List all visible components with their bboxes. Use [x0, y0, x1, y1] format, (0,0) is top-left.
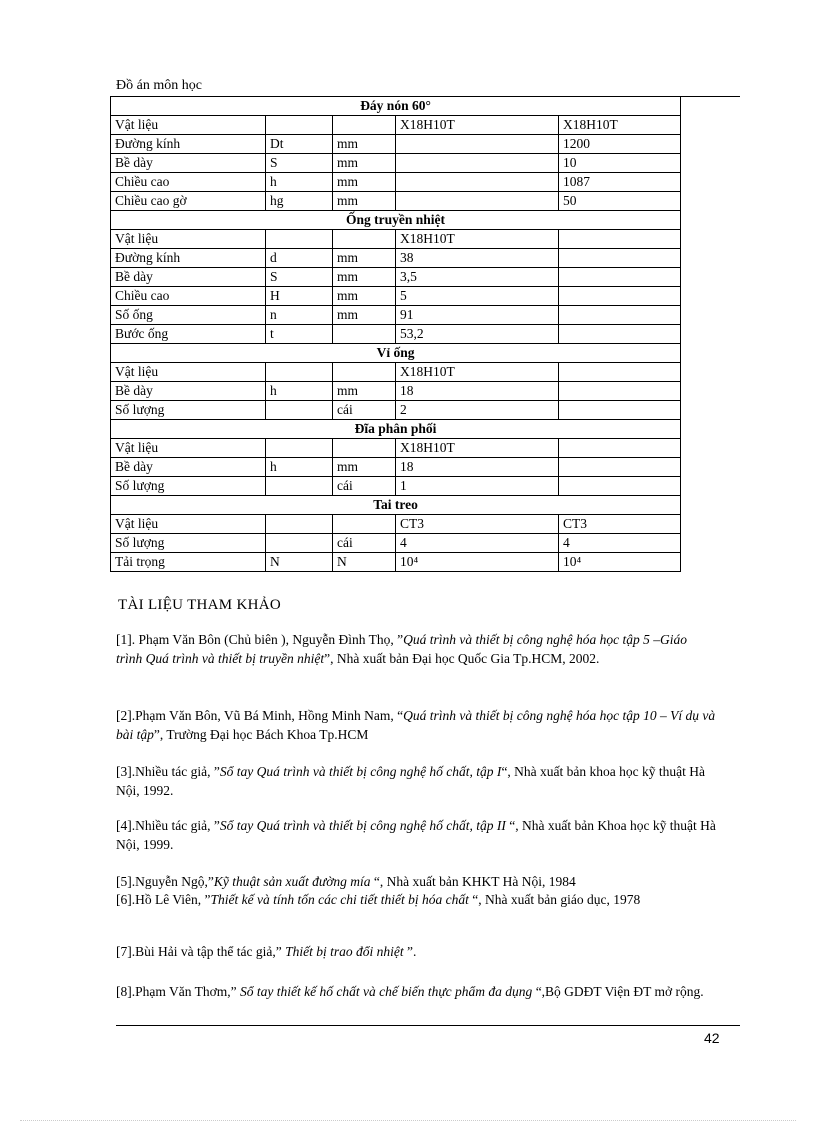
table-row — [111, 249, 681, 268]
table-cell — [559, 401, 681, 420]
table-cell: Chiều cao gờ — [111, 192, 266, 211]
section-header-row — [111, 344, 681, 363]
table-row — [111, 154, 681, 173]
table-cell: h — [266, 382, 333, 401]
table-cell: h — [266, 458, 333, 477]
table-cell — [333, 515, 396, 534]
reference-number: [3] — [116, 764, 132, 779]
table-cell: 4 — [559, 534, 681, 553]
table-cell: 38 — [396, 249, 559, 268]
table-cell: S — [266, 154, 333, 173]
table-cell: 5 — [396, 287, 559, 306]
reference-item: [8].Phạm Văn Thơm,” Sổ tay thiết kế hố chất và chế biến thực phẩm đa dụng “,Bộ GDĐT Viện ĐT mở rộng. — [116, 984, 704, 999]
table-cell — [396, 135, 559, 154]
table-cell: X18H10T — [396, 116, 559, 135]
table-cell — [266, 477, 333, 496]
table-cell: 91 — [396, 306, 559, 325]
table-cell: mm — [333, 268, 396, 287]
table-cell: Bề dày — [111, 382, 266, 401]
table-cell: mm — [333, 192, 396, 211]
table-cell: X18H10T — [396, 439, 559, 458]
reference-number: [1] — [116, 632, 132, 647]
table-row — [111, 306, 681, 325]
table-row — [111, 363, 681, 382]
table-row — [111, 287, 681, 306]
table-cell: Vật liệu — [111, 116, 266, 135]
table-cell — [396, 173, 559, 192]
table-row — [111, 268, 681, 287]
table-cell: mm — [333, 458, 396, 477]
specification-table — [110, 96, 681, 572]
references-title: TÀI LIỆU THAM KHẢO — [118, 597, 282, 613]
table-cell: Vật liệu — [111, 363, 266, 382]
document-header: Đồ án môn học — [116, 78, 202, 93]
table-cell: 10⁴ — [396, 553, 559, 572]
table-cell — [396, 154, 559, 173]
reference-item: [5].Nguyễn Ngộ,”Kỹ thuật sản xuất đường mía “, Nhà xuất bản KHKT Hà Nội, 1984 — [116, 874, 576, 889]
table-cell: Bề dày — [111, 154, 266, 173]
section-title: Đĩa phân phối — [111, 420, 681, 439]
table-cell: mm — [333, 154, 396, 173]
table-cell: X18H10T — [396, 363, 559, 382]
reference-number: [4] — [116, 818, 132, 833]
table-cell — [559, 477, 681, 496]
footer-divider — [116, 1025, 740, 1026]
section-header-row — [111, 97, 681, 116]
table-cell: Vật liệu — [111, 515, 266, 534]
reference-title: Sổ tay Quá trình và thiết bị công nghệ hố chất, tập II — [219, 818, 506, 833]
table-cell: mm — [333, 306, 396, 325]
table-cell: X18H10T — [559, 116, 681, 135]
table-cell: CT3 — [396, 515, 559, 534]
table-cell — [559, 230, 681, 249]
table-cell — [266, 116, 333, 135]
table-cell: 2 — [396, 401, 559, 420]
table-cell: 53,2 — [396, 325, 559, 344]
table-cell — [333, 325, 396, 344]
table-cell: 18 — [396, 458, 559, 477]
section-title: Vỉ ống — [111, 344, 681, 363]
reference-item: [7].Bùi Hải và tập thể tác giả,” Thiết bị trao đổi nhiệt ”. — [116, 944, 417, 959]
table-row — [111, 173, 681, 192]
reference-item: [4].Nhiều tác giả, ”Sổ tay Quá trình và thiết bị công nghệ hố chất, tập II “, Nhà xuất bản Khoa học kỹ thuật Hà Nội, 1999. — [116, 818, 716, 852]
section-header-row — [111, 420, 681, 439]
table-cell: 10⁴ — [559, 553, 681, 572]
table-row — [111, 477, 681, 496]
table-cell — [559, 458, 681, 477]
table-cell: N — [333, 553, 396, 572]
table-cell: Chiều cao — [111, 287, 266, 306]
table-cell — [559, 363, 681, 382]
reference-title: Thiết kế và tính tốn các chi tiết thiết bị hóa chất — [210, 892, 469, 907]
table-cell — [559, 249, 681, 268]
table-cell: 3,5 — [396, 268, 559, 287]
reference-number: [8] — [116, 984, 132, 999]
reference-title: Sổ tay thiết kế hố chất và chế biến thực phẩm đa dụng — [240, 984, 533, 999]
table-cell: Tải trọng — [111, 553, 266, 572]
table-cell: cái — [333, 534, 396, 553]
table-cell: d — [266, 249, 333, 268]
table-cell: Số lượng — [111, 477, 266, 496]
table-cell: Bề dày — [111, 268, 266, 287]
table-cell: mm — [333, 135, 396, 154]
table-cell: 18 — [396, 382, 559, 401]
table-row — [111, 553, 681, 572]
table-cell: N — [266, 553, 333, 572]
table-cell: Dt — [266, 135, 333, 154]
table-row — [111, 230, 681, 249]
table-row — [111, 135, 681, 154]
table-cell — [266, 439, 333, 458]
table-cell — [559, 287, 681, 306]
table-cell — [396, 192, 559, 211]
table-cell: 50 — [559, 192, 681, 211]
section-title: Tai treo — [111, 496, 681, 515]
section-title: Đáy nón 60° — [111, 97, 681, 116]
table-cell: Đường kính — [111, 249, 266, 268]
table-cell — [333, 439, 396, 458]
table-cell: n — [266, 306, 333, 325]
table-cell: 1200 — [559, 135, 681, 154]
table-cell: mm — [333, 382, 396, 401]
page-number: 42 — [704, 1030, 720, 1046]
table-row — [111, 382, 681, 401]
table-row — [111, 534, 681, 553]
reference-title: Quá trình và thiết bị công nghệ hóa học tập 10 – Ví dụ và bài tập — [116, 708, 716, 742]
reference-number: [7] — [116, 944, 132, 959]
table-cell — [266, 534, 333, 553]
table-cell: Vật liệu — [111, 230, 266, 249]
table-row — [111, 515, 681, 534]
section-title: Ống truyền nhiệt — [111, 211, 681, 230]
table-cell — [266, 515, 333, 534]
table-cell — [559, 382, 681, 401]
table-cell: Số lượng — [111, 534, 266, 553]
table-row — [111, 325, 681, 344]
table-cell: mm — [333, 249, 396, 268]
table-cell: Bước ống — [111, 325, 266, 344]
section-header-row — [111, 496, 681, 515]
table-cell: 4 — [396, 534, 559, 553]
table-cell: 10 — [559, 154, 681, 173]
reference-title: Thiết bị trao đổi nhiệt — [285, 944, 404, 959]
table-cell: h — [266, 173, 333, 192]
table-cell: t — [266, 325, 333, 344]
table-cell: cái — [333, 477, 396, 496]
section-header-row — [111, 211, 681, 230]
reference-title: Kỹ thuật sản xuất đường mía — [213, 874, 371, 889]
table-cell — [333, 363, 396, 382]
reference-number: [2] — [116, 708, 132, 723]
table-row — [111, 458, 681, 477]
table-cell: Vật liệu — [111, 439, 266, 458]
table-cell: X18H10T — [396, 230, 559, 249]
reference-number: [6] — [116, 892, 132, 907]
reference-item: [1]. Phạm Văn Bôn (Chủ biên ), Nguyễn Đình Thọ, ”Quá trình và thiết bị công nghệ hóa học tập 5 –Giáo trình Quá trình và thiết bị truyền nhiệt”, Nhà xuất bản Đại học Quốc Gia Tp.HCM, 2002. — [116, 632, 687, 666]
table-cell: hg — [266, 192, 333, 211]
table-cell — [333, 116, 396, 135]
table-row — [111, 192, 681, 211]
table-cell — [333, 230, 396, 249]
table-cell: H — [266, 287, 333, 306]
reference-item: [3].Nhiều tác giả, ”Sổ tay Quá trình và thiết bị công nghệ hố chất, tập I“, Nhà xuất bản khoa học kỹ thuật Hà Nội, 1992. — [116, 764, 705, 798]
table-cell — [559, 325, 681, 344]
table-row — [111, 439, 681, 458]
table-cell — [559, 306, 681, 325]
table-cell — [266, 363, 333, 382]
table-cell: cái — [333, 401, 396, 420]
table-cell: 1087 — [559, 173, 681, 192]
table-cell: Chiều cao — [111, 173, 266, 192]
table-cell — [559, 268, 681, 287]
reference-item: [6].Hồ Lê Viên, ”Thiết kế và tính tốn các chi tiết thiết bị hóa chất “, Nhà xuất bản giáo dục, 1978 — [116, 892, 641, 907]
table-cell: Số ống — [111, 306, 266, 325]
reference-number: [5] — [116, 874, 132, 889]
table-cell: Số lượng — [111, 401, 266, 420]
table-cell: mm — [333, 287, 396, 306]
reference-title: Quá trình và thiết bị công nghệ hóa học tập 5 –Giáo trình Quá trình và thiết bị truyền nhiệt — [116, 632, 687, 666]
table-cell: CT3 — [559, 515, 681, 534]
table-cell: Đường kính — [111, 135, 266, 154]
table-row — [111, 116, 681, 135]
table-cell — [266, 230, 333, 249]
table-row — [111, 401, 681, 420]
table-cell: 1 — [396, 477, 559, 496]
reference-title: Sổ tay Quá trình và thiết bị công nghệ hố chất, tập I — [219, 764, 502, 779]
page-edge — [20, 1120, 796, 1121]
table-cell — [266, 401, 333, 420]
table-cell: S — [266, 268, 333, 287]
table-cell — [559, 439, 681, 458]
reference-item: [2].Phạm Văn Bôn, Vũ Bá Minh, Hồng Minh Nam, “Quá trình và thiết bị công nghệ hóa học tập 10 – Ví dụ và bài tập”, Trường Đại học Bách Khoa Tp.HCM — [116, 708, 716, 742]
table-cell: Bề dày — [111, 458, 266, 477]
table-cell: mm — [333, 173, 396, 192]
